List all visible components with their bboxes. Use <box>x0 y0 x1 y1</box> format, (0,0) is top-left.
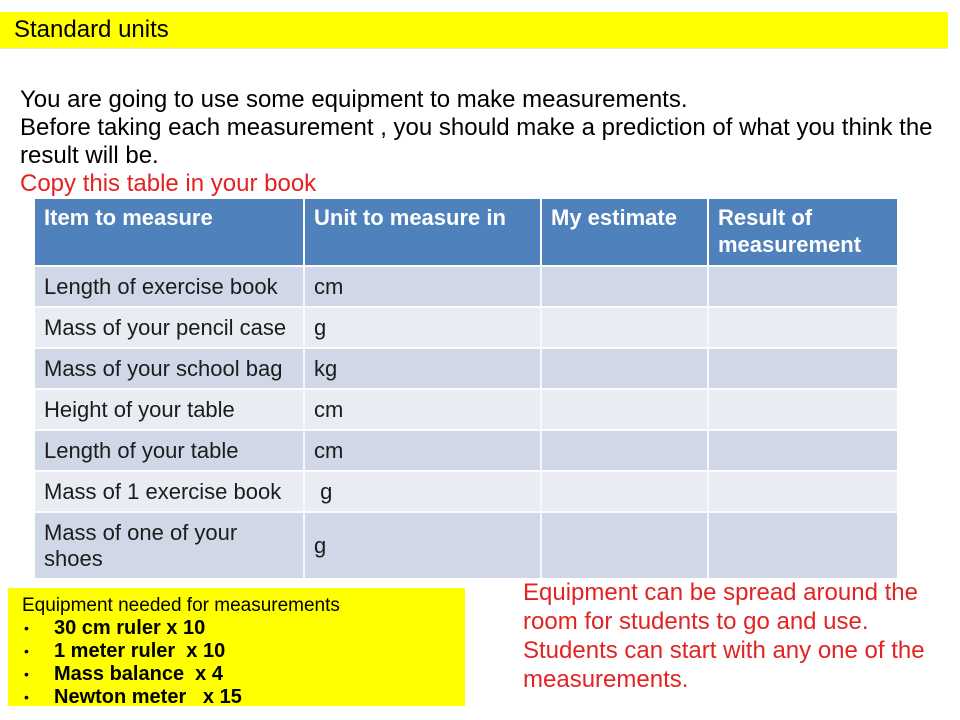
unit-cell: cm <box>303 265 540 306</box>
bullet-icon: • <box>24 620 29 636</box>
item-cell: Mass of your school bag <box>35 347 303 388</box>
item-cell: Length of exercise book <box>35 265 303 306</box>
bullet-icon: • <box>24 643 29 659</box>
estimate-cell <box>540 429 707 470</box>
teacher-note-line: Students can start with any one of the <box>523 637 925 664</box>
header-result-of-measurement: Result of measurement <box>707 199 897 265</box>
equipment-item <box>8 686 465 709</box>
equipment-needed-box <box>8 588 465 706</box>
table-row <box>35 470 897 511</box>
estimate-cell <box>540 470 707 511</box>
table-row <box>35 388 897 429</box>
equipment-item <box>8 617 465 640</box>
result-cell <box>707 511 897 578</box>
copy-table-instruction: Copy this table in your book <box>20 170 317 197</box>
estimate-cell <box>540 388 707 429</box>
teacher-note-line: measurements. <box>523 666 689 693</box>
slide-title-bar <box>0 12 948 49</box>
equipment-item-label: 1 meter ruler x 10 <box>54 640 226 662</box>
header-my-estimate: My estimate <box>540 199 707 265</box>
item-cell: Length of your table <box>35 429 303 470</box>
result-cell <box>707 347 897 388</box>
intro-line-1: You are going to use some equipment to make measurements. <box>20 86 688 113</box>
table-row <box>35 511 897 578</box>
result-cell <box>707 429 897 470</box>
intro-paragraph <box>20 86 950 198</box>
bullet-icon: • <box>24 666 29 682</box>
measurement-table <box>35 199 897 578</box>
header-unit-to-measure-in: Unit to measure in <box>303 199 540 265</box>
item-cell: Mass of 1 exercise book <box>35 470 303 511</box>
bullet-icon: • <box>24 689 29 705</box>
teacher-note-line: room for students to go and use. <box>523 608 869 635</box>
intro-line-2: Before taking each measurement , you should make a prediction of what you think the <box>20 114 933 141</box>
table-row <box>35 265 897 306</box>
equipment-box-title: Equipment needed for measurements <box>22 595 340 616</box>
table-header-row <box>35 199 897 265</box>
unit-cell: cm <box>303 388 540 429</box>
estimate-cell <box>540 306 707 347</box>
item-cell: Height of your table <box>35 388 303 429</box>
unit-cell: kg <box>303 347 540 388</box>
equipment-item-label: 30 cm ruler x 10 <box>54 617 206 639</box>
estimate-cell <box>540 347 707 388</box>
intro-line-3: result will be. <box>20 142 159 169</box>
header-item-to-measure: Item to measure <box>35 199 303 265</box>
unit-cell: g <box>303 306 540 347</box>
result-cell <box>707 306 897 347</box>
estimate-cell <box>540 265 707 306</box>
teacher-note <box>523 578 953 694</box>
estimate-cell <box>540 511 707 578</box>
table-row <box>35 306 897 347</box>
result-cell <box>707 388 897 429</box>
equipment-item-label: Mass balance x 4 <box>54 663 223 685</box>
teacher-note-line: Equipment can be spread around the <box>523 579 918 606</box>
item-cell: Mass of your pencil case <box>35 306 303 347</box>
equipment-item-label: Newton meter x 15 <box>54 686 242 708</box>
unit-cell: g <box>303 470 540 511</box>
unit-cell: cm <box>303 429 540 470</box>
unit-cell: g <box>303 511 540 578</box>
table-row <box>35 429 897 470</box>
equipment-item <box>8 663 465 686</box>
table-row <box>35 347 897 388</box>
equipment-item <box>8 640 465 663</box>
result-cell <box>707 265 897 306</box>
slide-title: Standard units <box>14 16 169 43</box>
result-cell <box>707 470 897 511</box>
item-cell: Mass of one of your shoes <box>35 511 303 578</box>
